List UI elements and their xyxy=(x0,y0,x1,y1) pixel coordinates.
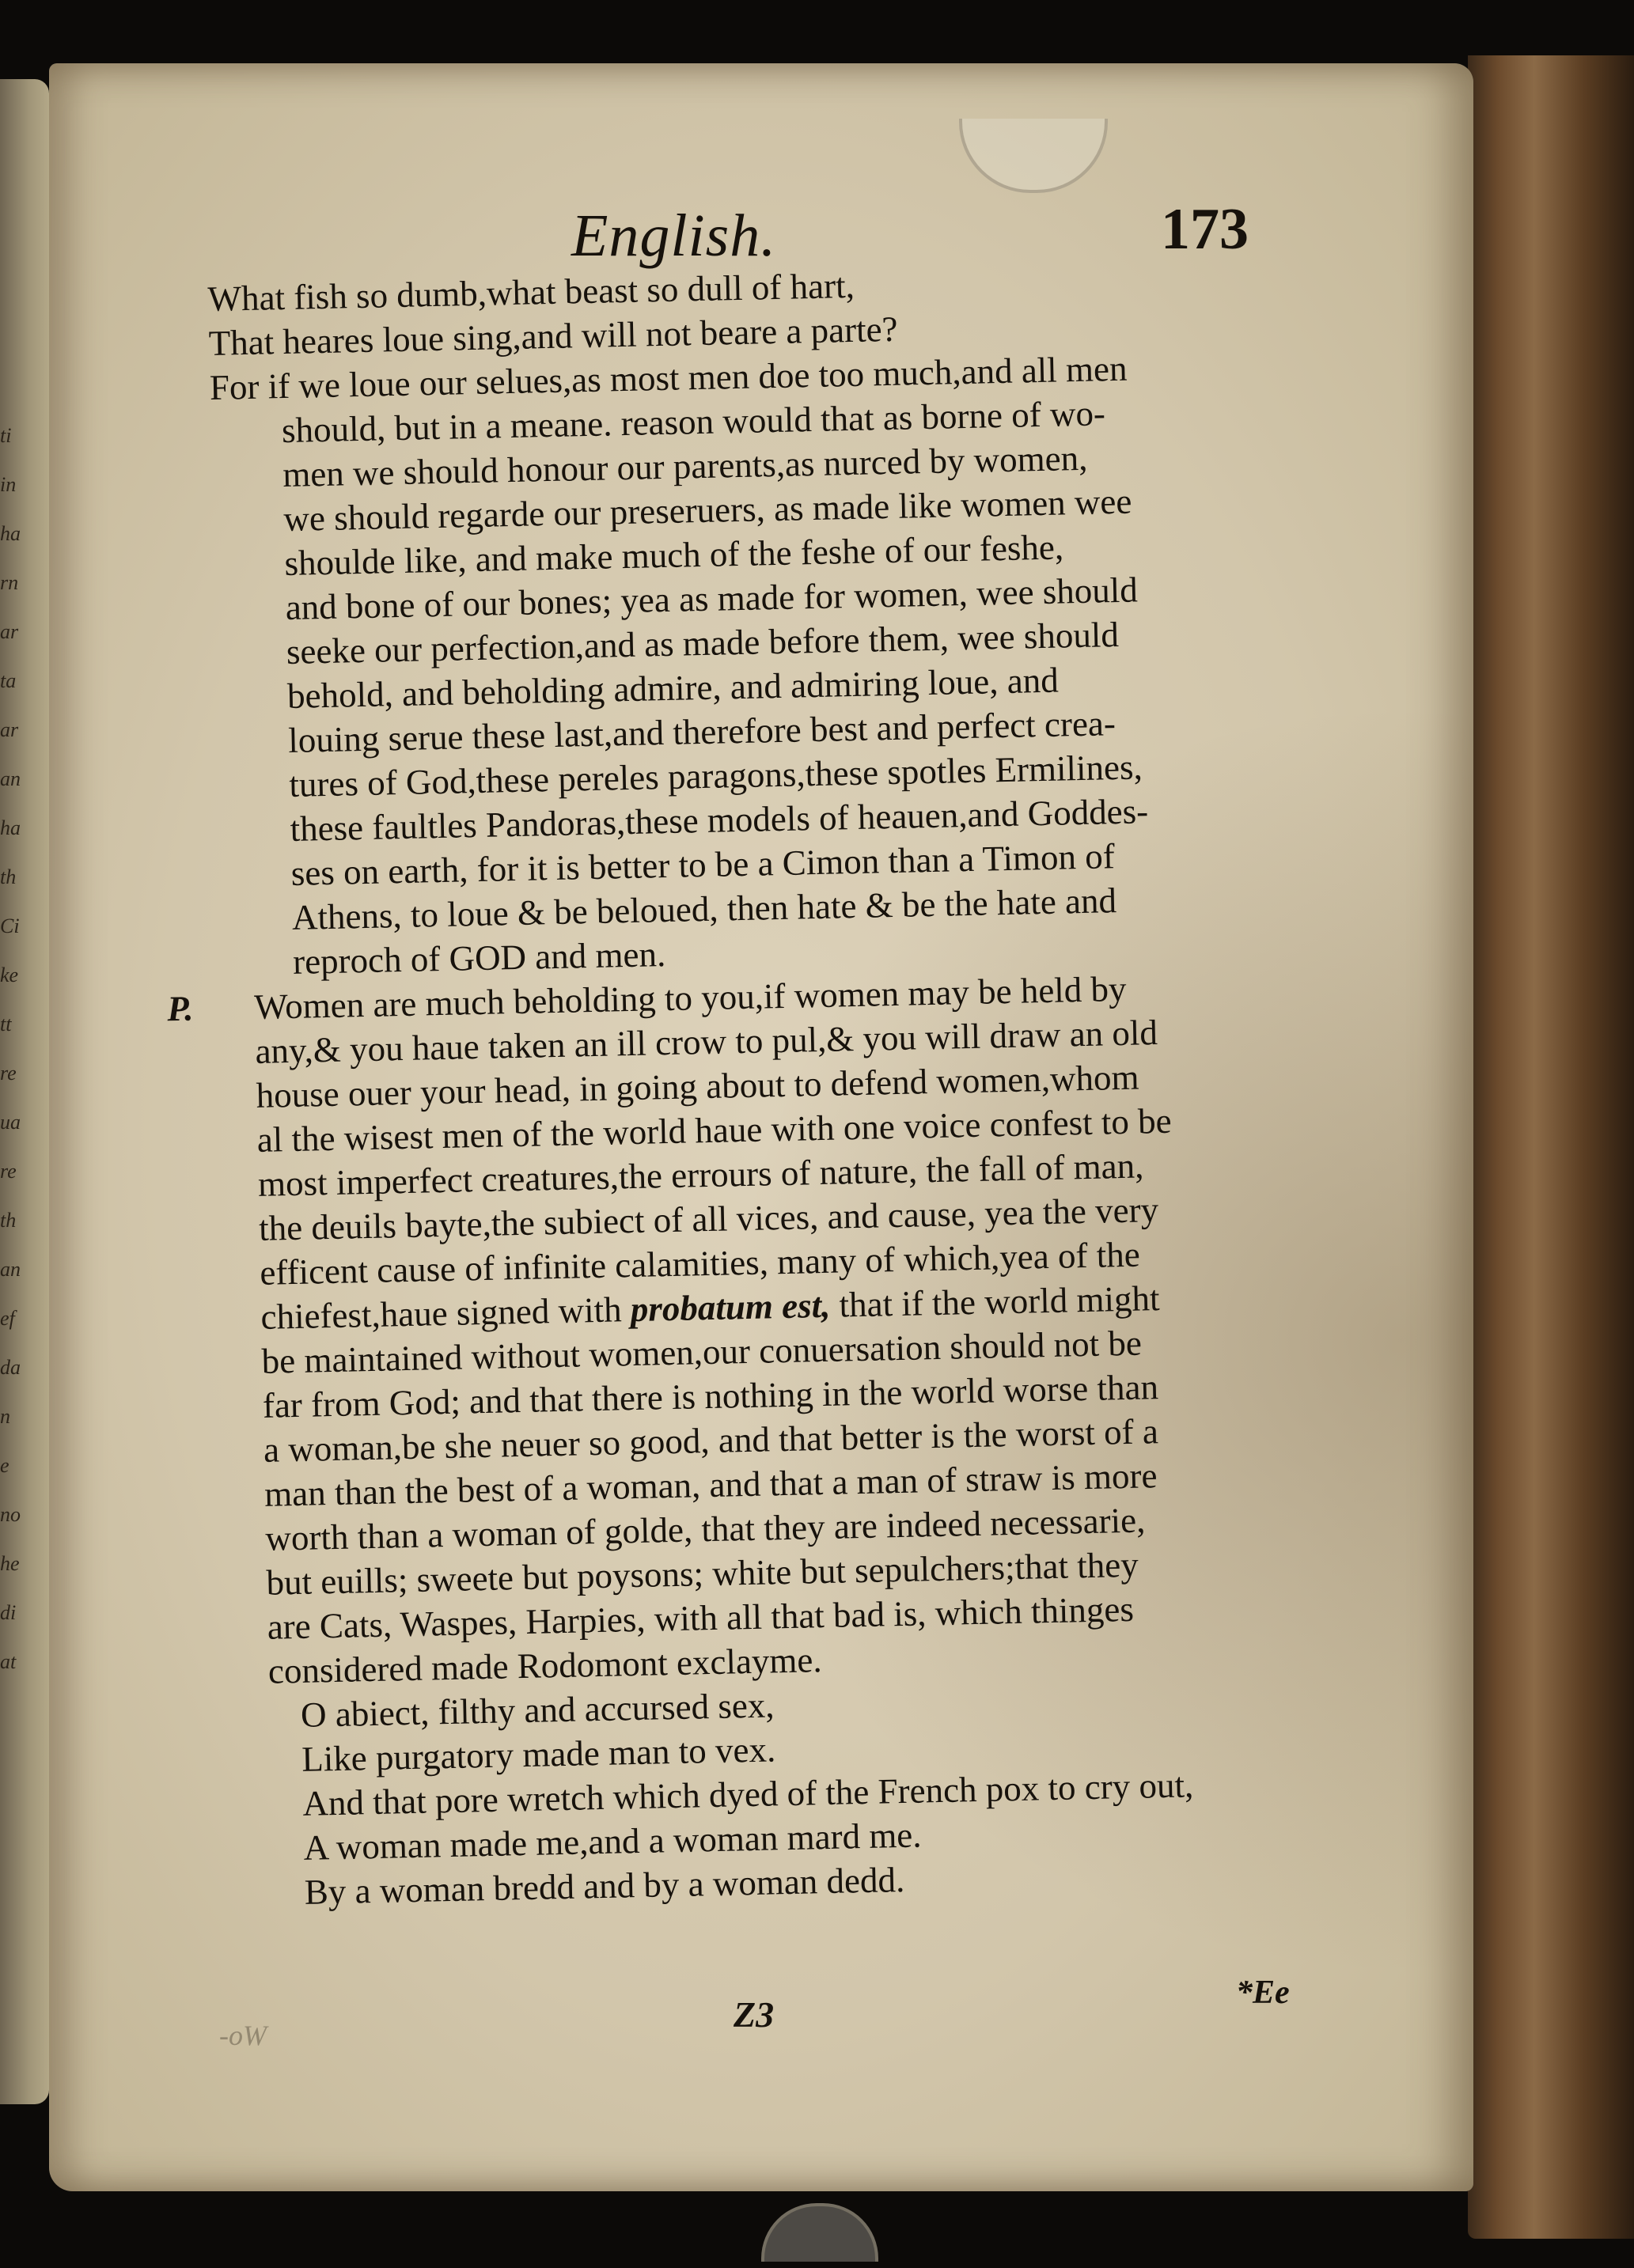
facing-page-margin-letters xyxy=(0,411,24,1687)
margin-letter: th xyxy=(0,865,17,888)
page-number: 173 xyxy=(1161,197,1249,262)
show-through-text: -oW xyxy=(219,2020,267,2051)
catchword: *Ee xyxy=(1236,1975,1290,2011)
page-clip-top xyxy=(959,119,1108,193)
book-page xyxy=(49,63,1473,2191)
running-head: English. xyxy=(571,203,777,269)
text-line: reproch of GOD and men. xyxy=(292,934,666,982)
facing-page-edge xyxy=(0,79,49,2104)
margin-letter: ha xyxy=(0,522,21,545)
margin-letter: at xyxy=(0,1650,17,1673)
margin-letter: ar xyxy=(0,620,19,643)
text-line-content: Women are much beholding to you,if women may be held by xyxy=(253,968,1127,1027)
text-line: a woman,be she neuer so good, and that better is the worst of a xyxy=(263,1411,1159,1470)
text-line: be maintained without women,our conuersation should not be xyxy=(261,1323,1143,1381)
text-line: should, but in a meane. reason would that as borne of wo- xyxy=(281,393,1106,451)
verse-line: By a woman bredd and by a woman dedd. xyxy=(304,1859,905,1912)
text-line-start: chiefest,haue signed with xyxy=(260,1289,623,1337)
body-text xyxy=(166,253,1357,1915)
text-line: Athens, to loue & be beloued, then hate & be the hate and xyxy=(291,880,1117,937)
text-line: shoulde like, and make much of the feshe of our feshe, xyxy=(284,527,1064,584)
margin-letter: re xyxy=(0,1160,17,1183)
margin-letter: Ci xyxy=(0,914,20,937)
verse-line: That heares loue sing,and will not beare a parte? xyxy=(208,309,898,363)
margin-letter: ti xyxy=(0,424,12,447)
text-line: these faultles Pandoras,these models of heauen,and Goddes- xyxy=(290,791,1149,849)
margin-letter: no xyxy=(0,1503,21,1526)
margin-letter: an xyxy=(0,767,21,790)
margin-letter: th xyxy=(0,1209,17,1232)
text-line: louing serue these last,and therefore best and perfect crea- xyxy=(287,703,1117,760)
text-line: man than the best of a woman, and that a man of straw is more xyxy=(263,1456,1158,1514)
verse-line: O abiect, filthy and accursed sex, xyxy=(300,1685,775,1735)
latin-phrase: probatum est, xyxy=(630,1285,831,1330)
text-line: ses on earth, for it is better to be a Cimon than a Timon of xyxy=(290,836,1116,893)
margin-letter: n xyxy=(0,1405,10,1428)
margin-letter: ar xyxy=(0,718,19,741)
page-clip-bottom xyxy=(761,2203,878,2262)
text-line: any,& you haue taken an ill crow to pul,& you will draw an old xyxy=(254,1013,1158,1071)
text-line: house ouer your head, in going about to defend women,whom xyxy=(256,1057,1139,1115)
margin-letter: di xyxy=(0,1601,17,1624)
text-line: we should regarde our preseruers, as made like women wee xyxy=(282,481,1132,540)
text-line: al the wisest men of the world haue with one voice confest to be xyxy=(256,1100,1173,1160)
margin-letter: an xyxy=(0,1258,21,1281)
text-line: are Cats, Waspes, Harpies, with all that bad is, which thinges xyxy=(267,1588,1135,1647)
verse-line: Like purgatory made man to vex. xyxy=(301,1729,776,1779)
verse-line: A woman made me,and a woman mard me. xyxy=(303,1815,922,1868)
text-line: seeke our perfection,and as made before them, wee should xyxy=(286,614,1120,672)
margin-letter: rn xyxy=(0,571,19,594)
margin-letter: re xyxy=(0,1062,17,1085)
text-line: the deuils bayte,the subiect of all vices, and cause, yea the very xyxy=(258,1190,1159,1248)
margin-letter: ke xyxy=(0,964,19,986)
speaker-mark: P. xyxy=(166,988,194,1029)
verse-line: What fish so dumb,what beast so dull of hart, xyxy=(207,265,855,319)
text-line: most imperfect creatures,the errours of nature, the fall of man, xyxy=(257,1145,1144,1204)
text-line: far from God; and that there is nothing in the world worse than xyxy=(262,1367,1159,1426)
margin-letter: ua xyxy=(0,1111,21,1134)
text-line: worth than a woman of golde, that they are indeed necessarie, xyxy=(264,1500,1146,1558)
text-line: For if we loue our selues,as most men doe too much,and all men xyxy=(209,348,1128,407)
text-line: behold, and beholding admire, and admiring loue, and xyxy=(286,660,1060,716)
margin-letter: tt xyxy=(0,1013,12,1036)
text-line-end: that if the world might xyxy=(839,1278,1160,1325)
text-line: considered made Rodomont exclayme. xyxy=(267,1640,823,1691)
text-line: and bone of our bones; yea as made for women, wee should xyxy=(285,570,1139,628)
margin-letter: da xyxy=(0,1356,21,1379)
margin-letter: ef xyxy=(0,1307,15,1330)
book-cover-edge xyxy=(1468,55,1634,2239)
text-line: men we should honour our parents,as nurced by women, xyxy=(282,437,1088,495)
margin-letter: in xyxy=(0,473,17,496)
margin-letter: ha xyxy=(0,816,21,839)
margin-letter: ta xyxy=(0,669,17,692)
margin-letter: e xyxy=(0,1454,9,1477)
margin-letter: he xyxy=(0,1552,20,1575)
signature-mark: Z3 xyxy=(734,1994,775,2035)
verse-line: And that pore wretch which dyed of the French pox to cry out, xyxy=(301,1765,1194,1823)
text-line: efficent cause of infinite calamities, many of which,yea of the xyxy=(259,1234,1141,1293)
text-line: but euills; sweete but poysons; white but sepulchers;that they xyxy=(266,1544,1139,1603)
text-line: tures of God,these pereles paragons,these spotles Ermilines, xyxy=(288,747,1143,805)
